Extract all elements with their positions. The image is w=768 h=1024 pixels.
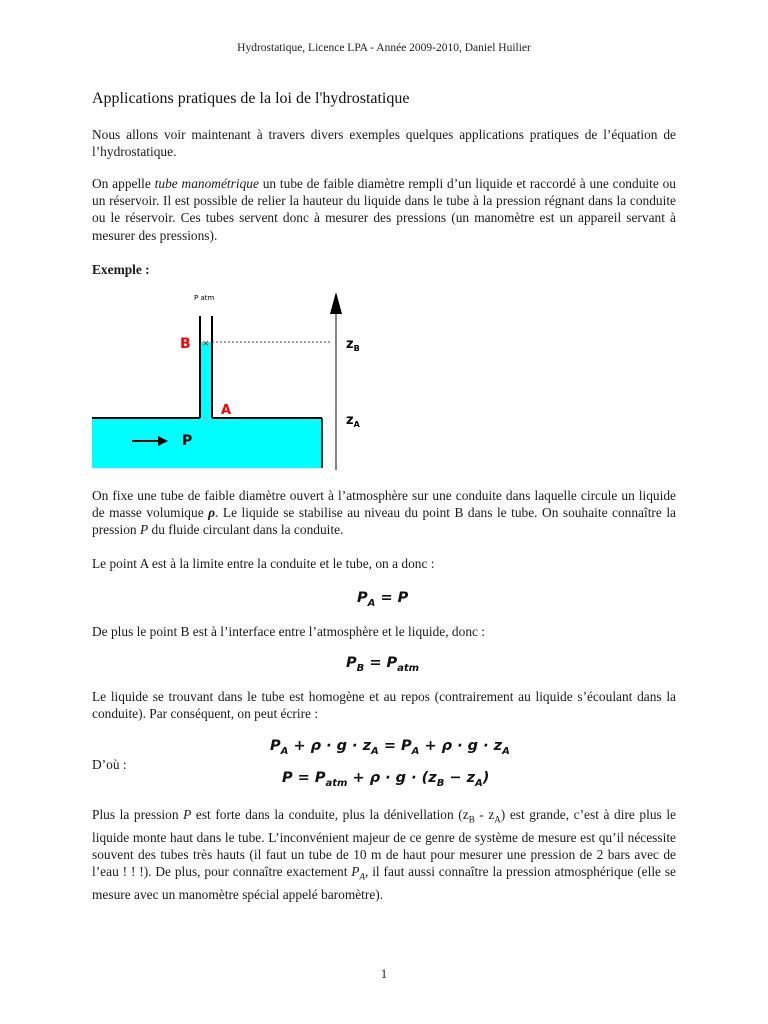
point-a-marker: × [202, 415, 210, 425]
example-label: Exemple : [92, 262, 150, 277]
za-label: $z_A$ [346, 413, 360, 429]
equation-result: $P = P_{atm} + \rho \cdot g \cdot (z_B - z_A)$ [282, 770, 490, 789]
last-pa-sub: A [359, 871, 365, 882]
intro-paragraph: Nous allons voir maintenant à travers divers exemples quelques applications pratiques de l’équation de l’hydrostatique. [92, 127, 676, 160]
last-za-sub: A [494, 814, 501, 825]
rho-symbol: ρ [208, 505, 216, 521]
dou-label: D’où : [92, 757, 127, 772]
zb-label: $z_B$ [346, 337, 360, 353]
fix-part1: On fixe une tube de faible diamètre ouvert à l’atmosphère sur une conduite dans laquelle circule un liquide de masse volumique [92, 488, 676, 521]
point-a-paragraph: Le point A est à la limite entre la conduite et le tube, on a donc : [92, 556, 435, 571]
fix-part3: du fluide circulant dans la conduite. [148, 522, 344, 538]
conduit-liquid [92, 418, 322, 468]
last-t3: - z [474, 807, 495, 822]
page-header: Hydrostatique, Licence LPA - Année 2009-2010, Daniel Huilier [237, 42, 531, 54]
page-number: 1 [380, 966, 388, 981]
homogeneous-paragraph: Le liquide se trouvant dans le tube est homogène et au repos (contrairement au liquide s’écoulant dans la conduite). Par conséquent, on peut écrire : [92, 689, 676, 722]
point-b-paragraph: De plus le point B est à l’interface entre l’atmosphère et le liquide, donc : [92, 624, 486, 639]
patm-label: P atm [194, 294, 215, 302]
def-pre: On appelle [92, 176, 155, 191]
fix-paragraph [92, 487, 676, 539]
last-t1: Plus la pression [92, 807, 184, 822]
flow-pressure-label: P [182, 433, 193, 449]
fix-part2: . Le liquide se stabilise au niveau du point B dans le tube. On souhaite connaître la pression [92, 505, 676, 538]
point-b-label: B [180, 336, 191, 352]
definition-paragraph [92, 175, 676, 244]
manometer-diagram [88, 284, 378, 474]
def-post: un tube de faible diamètre rempli d’un liquide et raccordé à une conduite ou un réservoir. Il est possible de relier la hauteur du liquide dans le tube à la pression régnant dans la conduite ou le réservoir. Ces tubes servent donc à mesurer des pressions (un manomètre est un appareil servant à mesurer des pressions). [92, 176, 676, 243]
conclusion-paragraph [92, 806, 676, 903]
equation-pa-equals-p: $P_A = P$ [357, 590, 409, 609]
equation-hydrostatic: $P_A + \rho \cdot g \cdot z_A = P_A + \rho \cdot g \cdot z_A$ [270, 738, 510, 757]
last-t5: , il faut aussi connaître la pression atmosphérique (elle se mesure avec un manomètre spécial appelé baromètre). [92, 864, 676, 903]
tube-liquid [201, 342, 212, 419]
last-t4: ) est grande, c’est à dire plus le liquide monte haut dans le tube. L’inconvénient majeur de ce genre de système de mesure est qu’il nécessite souvent des tubes très hauts (il faut un tube de 10 m de haut pour mesurer une pression de 2 bars avec de l’eau ! ! !). De plus, pour connaître exactement [92, 807, 676, 880]
last-zb-sub: B [468, 814, 475, 825]
last-pa: P [351, 864, 360, 880]
point-b-marker: × [202, 339, 210, 349]
fix-p: P [139, 522, 149, 538]
equation-pb-equals-patm: $P_B = P_{atm}$ [346, 655, 420, 674]
def-term: tube manométrique [154, 176, 259, 191]
section-title: Applications pratiques de la loi de l'hydrostatique [92, 90, 410, 107]
z-axis-arrowhead [330, 292, 342, 314]
last-p: P [183, 807, 192, 822]
point-a-label: A [221, 403, 232, 418]
last-t2: est forte dans la conduite, plus la dénivellation (z [191, 807, 469, 822]
